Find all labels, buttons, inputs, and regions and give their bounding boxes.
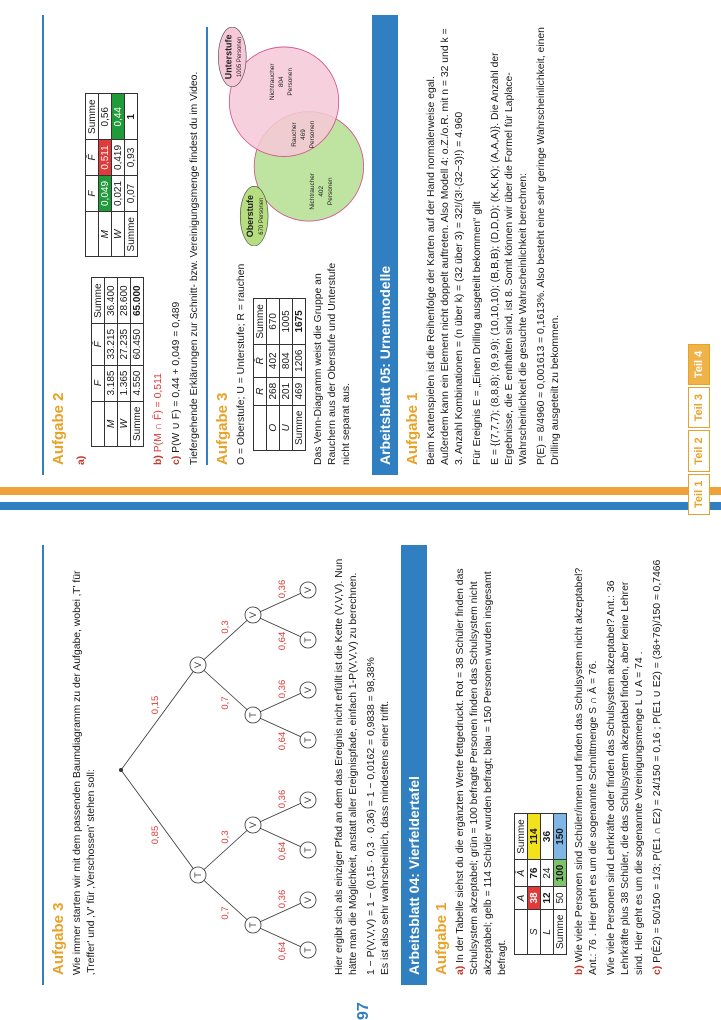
aufgabe-1-title: Aufgabe 1 [433, 902, 450, 975]
aufgabe-3r-def: O = Oberstufe; U = Unterstufe; R = rauchen [236, 263, 247, 465]
aufgabe-3-text: Hier ergibt sich als einziger Pfad an dem das Ereignis nicht erfüllt ist die Kette (V,V,V). Nun hätte man die Möglichkeit, anstatt aller Ereignispfade, einfach 1-P(V,V,V) zu berechnen. [334, 558, 359, 975]
aufgabe-1r-text1: Beim Kartenspielen ist die Reihenfolge der Karten auf der Hand normalerweise egal. Außerdem kann ein Element nicht doppelt auftreten. Also Modell 4: o.Z./o.R. mit n = 32 und k = 3. Anzahl Kombinationen = (n über k) = (32 über 3) = 32!/(3!·(32−3)!) = 4.960 [426, 28, 465, 465]
t2-r2c0: Summe [131, 401, 144, 446]
t2-r0c2: 33.215 [105, 323, 118, 365]
label-2b: b) [153, 455, 164, 465]
t1-h1: A [515, 887, 528, 909]
t4-r1c3: 1005 [280, 299, 293, 344]
venn-left-only-0: Nichtraucher [308, 172, 316, 210]
t2-h3: Summe [92, 278, 105, 323]
aufgabe-3-formula: 1 − P(V,V,V) = 1 − (0,15 · 0,3 · 0,36) = 1 − 0,0162 = 0,9838 = 98,38% [366, 657, 377, 975]
tab-teil-4[interactable]: Teil 4 [688, 344, 710, 385]
aufgabe-3-intro: Wie immer starten wir mit dem passenden Baumdiagramm zu der Aufgabe, wobei ‚T' für ‚Treffer' und ‚V' für ‚Verschossen' stehen soll: [72, 570, 97, 975]
t4-h2: R̄ [254, 344, 267, 377]
label-2c: c) [171, 455, 182, 465]
t3-h3: Summe [86, 94, 99, 139]
t4-h3: Summe [254, 299, 267, 344]
t2-r1c1: 1.365 [118, 365, 131, 401]
t4-r1c0: U [280, 405, 293, 450]
t3-h2: F̄ [86, 139, 99, 175]
t1-r1c2: 24 [541, 859, 554, 887]
t3-r0c1: 0,049 [99, 175, 112, 211]
t3-r2c3: 1 [125, 94, 138, 139]
aufgabe-2b-text: P(M ∩ F̄) = 0,511 [153, 373, 164, 453]
tree-prob-bot-1: 0,36 [277, 889, 288, 909]
t3-r1c3: 0,44 [112, 94, 125, 139]
t4-r2c1: 469 [293, 377, 306, 405]
tree-prob-bot-2: 0,64 [277, 841, 288, 861]
svg-text:T: T [248, 712, 258, 718]
svg-text:V: V [248, 611, 258, 619]
svg-text:T: T [303, 737, 313, 743]
t1-r1c1: 12 [541, 887, 554, 909]
svg-text:V: V [303, 896, 313, 904]
tree-prob-mid-2: 0,7 [220, 696, 231, 710]
t1-r0c0: S [528, 909, 541, 954]
t1-r2c1: 50 [554, 887, 567, 909]
t4-r0c2: 402 [267, 344, 280, 377]
t4-h1: R [254, 377, 267, 405]
venn-left-only-2: Personen [326, 177, 334, 206]
arbeitsblatt-04-header: Arbeitsblatt 04: Vierfeldertafel [401, 545, 427, 985]
t4-r0c0: O [267, 405, 280, 450]
venn-overlap-1: 469 [299, 129, 307, 140]
tree-prob-mid-3: 0,3 [220, 620, 231, 634]
tab-teil-2[interactable]: Teil 2 [688, 430, 710, 471]
venn-diagram [214, 27, 364, 246]
t1-h3: Summe [515, 814, 528, 859]
venn-overlap-0: Raucher [290, 122, 298, 147]
label-c: c) [652, 965, 663, 975]
aufgabe-1r-text2: Für Ereignis E = „Einen Drilling ausgeteilt bekommen“ gilt [472, 201, 483, 465]
t4-r1c1: 201 [280, 377, 293, 405]
svg-text:V: V [303, 686, 313, 694]
t2-r2c2: 60.450 [131, 323, 144, 365]
t1-r0c3: 114 [528, 814, 541, 859]
t2-r0c1: 3.185 [105, 365, 118, 401]
t2-h0 [92, 401, 105, 446]
divider-stripe-blue [0, 502, 721, 510]
aufgabe-1a-text: In der Tabelle siehst du die ergänzten Werte fettgedruckt. Rot = 38 Schüler finden das Schulsystem akzeptabel; grün = 100 befragte Personen finden das Schulsystem nicht akzeptabel; gelb = 114 Schüler wurden befragt; blau = 150 Personen wurden insgesamt befragt. [455, 568, 508, 975]
venn-left-sub: 670 Personen [259, 197, 266, 235]
t2-r0c0: M [105, 401, 118, 446]
venn-overlap-2: Personen [308, 120, 316, 149]
svg-text:T: T [193, 872, 203, 878]
label-b: b) [574, 965, 585, 975]
t4-r1c2: 804 [280, 344, 293, 377]
t4-r2c3: 1675 [293, 299, 306, 344]
tree-prob-mid-1: 0,3 [220, 830, 231, 844]
t3-r1c1: 0,021 [112, 175, 125, 211]
t1-r1c0: L [541, 909, 554, 954]
svg-text:T: T [303, 637, 313, 643]
venn-left-title: Oberstufe [245, 195, 256, 238]
aufgabe-1r-title: Aufgabe 1 [404, 392, 421, 465]
venn-right-only-2: Personen [286, 67, 294, 96]
t3-r0c0: M [99, 212, 112, 257]
divider-stripe-orange [0, 487, 721, 495]
venn-right-only-0: Nichtraucher [269, 63, 277, 101]
label-a: a) [455, 965, 466, 975]
svg-text:T: T [303, 847, 313, 853]
aufgabe-2c [170, 27, 184, 465]
t2-r1c3: 28.600 [118, 278, 131, 323]
aufgabe-1b [573, 557, 601, 975]
tree-prob-bot-5: 0,36 [277, 679, 288, 699]
aufgabe-3-title: Aufgabe 3 [50, 902, 67, 975]
tree-prob-bot-4: 0,64 [277, 731, 288, 751]
venn-left-only-1: 402 [317, 185, 325, 197]
venn-right-sub: 1005 Personen [237, 36, 244, 78]
t1-r2c3: 150 [554, 814, 567, 859]
aufgabe-2b [152, 27, 166, 465]
aufgabe-1r-text4: P(E) = 8/4960 ≈ 0,001613 = 0,1613%. Also besteht eine sehr geringe Wahrscheinlichkeit, einen Drilling ausgeteilt zu bekommen. [536, 27, 561, 465]
t3-h0 [86, 212, 99, 257]
t2-h2: F̄ [92, 323, 105, 365]
t3-r0c3: 0,56 [99, 94, 112, 139]
aufgabe-1b-text2: Wie viele Personen sind Lehrkräfte oder finden das Schulsystem akzeptabel? Ant.: 36 Lehrkräfte plus 38 Schüler, die das Schulsystem akzeptabel finden, aber keine Lehrer sind. Hier geht es um die sogenannte Vereinigungsmenge L ∪ A = 74 . [606, 580, 645, 975]
aufgabe-3r-text: Das Venn-Diagramm weist die Gruppe an Rauchern aus der Oberstufe und Unterstufe nicht separat aus. [313, 262, 352, 465]
t3-r2c1: 0,07 [125, 175, 138, 211]
tab-teil-3[interactable]: Teil 3 [688, 387, 710, 428]
t1-r2c0: Summe [554, 909, 567, 954]
t2-r0c3: 36.400 [105, 278, 118, 323]
t1-r0c1: 38 [528, 887, 541, 909]
svg-text:T: T [303, 947, 313, 953]
aufgabe-3r-title: Aufgabe 3 [214, 392, 231, 465]
t4-h0 [254, 405, 267, 450]
t3-r2c0: Summe [125, 212, 138, 257]
t1-r1c3: 36 [541, 814, 554, 859]
tree-prob-bot-3: 0,36 [277, 789, 288, 809]
tree-prob-bot-6: 0,64 [277, 631, 288, 651]
t3-r1c2: 0,419 [112, 139, 125, 175]
tab-teil-1[interactable]: Teil 1 [688, 474, 710, 515]
t4-r0c3: 670 [267, 299, 280, 344]
t4-r2c2: 1206 [293, 344, 306, 377]
t3-h1: F [86, 175, 99, 211]
t2-r1c2: 27.235 [118, 323, 131, 365]
svg-text:T: T [248, 922, 258, 928]
tree-prob-bot-7: 0,36 [277, 579, 288, 599]
tree-prob-bot-0: 0,64 [277, 941, 288, 961]
vierfeldertafel-3 [85, 94, 138, 258]
t2-r1c0: W [118, 401, 131, 446]
venn-right-only-1: 804 [278, 76, 286, 88]
aufgabe-2c-text: P(W ∪ F) = 0,44 + 0,049 = 0,489 [171, 301, 182, 453]
t2-h1: F [92, 365, 105, 401]
aufgabe-3-conclusion: Es ist also sehr wahrscheinlich, dass mindestens einer trifft. [380, 700, 391, 975]
svg-text:V: V [248, 821, 258, 829]
t1-r0c2: 76 [528, 859, 541, 887]
page-number: 97 [355, 1002, 372, 1020]
t4-r0c1: 268 [267, 377, 280, 405]
aufgabe-1c [651, 557, 665, 975]
right-column [0, 15, 721, 475]
top-rule-right [42, 15, 44, 475]
t1-h2: Ā [515, 859, 528, 887]
t3-r2c2: 0,93 [125, 139, 138, 175]
venn-right-title: Unterstufe [223, 34, 234, 80]
aufgabe-1a [454, 557, 510, 975]
t1-r2c2: 100 [554, 859, 567, 887]
aufgabe-2-note: Tiefergehende Erklärungen zur Schnitt- bzw. Vereinigungsmenge findest du im Video. [189, 71, 200, 465]
t4-r2c0: Summe [293, 405, 306, 450]
label-2a: a) [76, 455, 87, 465]
vierfeldertafel-2 [91, 277, 144, 447]
svg-text:V: V [303, 796, 313, 804]
vierfeldertafel-4 [253, 298, 306, 451]
tree-prob-top-1: 0,15 [150, 695, 161, 715]
tree-diagram [103, 565, 328, 975]
svg-text:V: V [193, 661, 203, 669]
section-tabs [688, 342, 710, 515]
mid-rule-right [206, 27, 208, 465]
tree-prob-mid-0: 0,7 [220, 906, 231, 920]
vierfeldertafel-1 [514, 813, 567, 955]
t3-r0c2: 0,511 [99, 139, 112, 175]
tree-prob-top-0: 0,85 [150, 825, 161, 845]
aufgabe-1b-text1: Wie viele Personen sind Schüler/innen und finden das Schulsystem nicht akzeptabel? Ant.: 76 . Hier geht es um die sogenannte Schnittmenge S ∩ Ā = 76. [574, 567, 599, 975]
svg-text:V: V [303, 586, 313, 594]
aufgabe-2-title: Aufgabe 2 [50, 392, 67, 465]
aufgabe-1r-text3: E = {(7,7,7); (8,8,8); (9,9,9); (10,10,10); (B,B,B); (D,D,D); (K,K,K); (A,A,A)}. Die Anzahl der Ergebnisse, die E enthalten sind, ist 8. Somit können wir über die Formel für Laplace-Wahrscheinlichkeit die gesuchte Wahrscheinlichkeit berechnen: [490, 52, 529, 465]
arbeitsblatt-05-header: Arbeitsblatt 05: Urnenmodelle [372, 15, 398, 475]
left-column [0, 545, 721, 985]
t2-r2c3: 65.000 [131, 278, 144, 323]
t2-r2c1: 4.550 [131, 365, 144, 401]
t1-h0 [515, 909, 528, 954]
aufgabe-1c-text: P(Ē2) = 50/150 = 1/3; P(E1 ∩ E2) = 24/150 = 0,16 ; P(E1 ∪ E2) = (36+76)/150 ≈ 0,7466 [652, 559, 663, 963]
t3-r1c0: W [112, 212, 125, 257]
top-rule-left [42, 545, 44, 985]
